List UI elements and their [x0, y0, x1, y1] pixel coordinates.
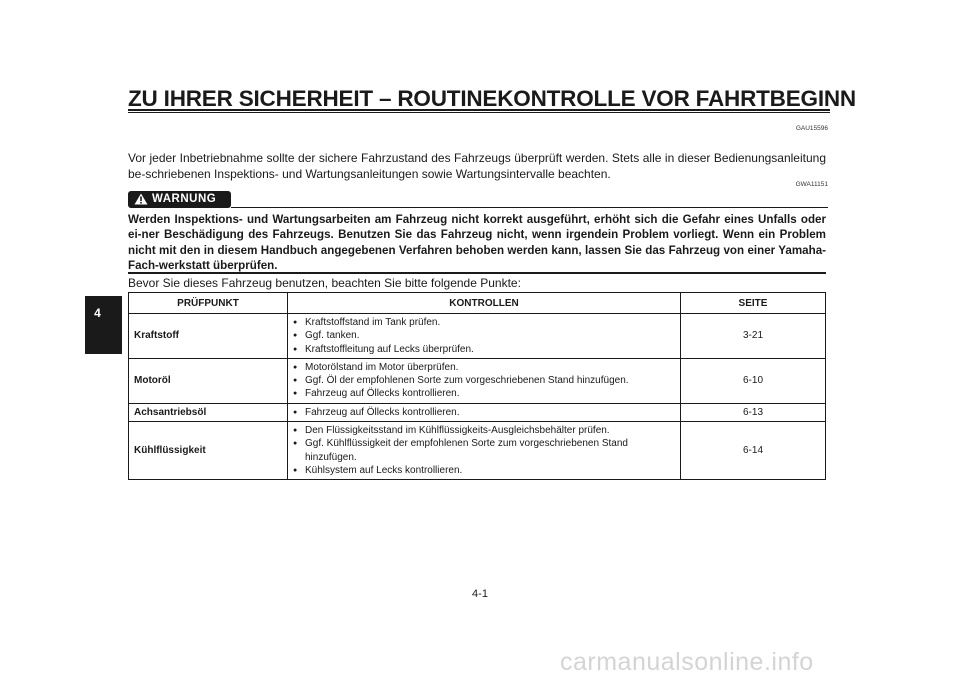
row-item: Kühlflüssigkeit	[129, 422, 288, 480]
row-item: Kraftstoff	[129, 314, 288, 359]
checklist-table	[128, 292, 826, 480]
warning-bottom-rule	[128, 272, 826, 274]
table-row	[129, 358, 826, 403]
check-item: ● Ggf. Kühlflüssigkeit der empfohlenen Sorte zum vorgeschriebenen Stand hinzufügen.	[293, 437, 675, 464]
row-checks	[288, 314, 681, 359]
check-item: ● Fahrzeug auf Öllecks kontrollieren.	[293, 406, 675, 419]
check-item: ● Ggf. tanken.	[293, 329, 675, 342]
chapter-tab	[85, 296, 122, 354]
table-row	[129, 422, 826, 480]
table-header-row	[129, 293, 826, 314]
warning-rule	[231, 207, 828, 208]
row-checks	[288, 422, 681, 480]
row-item: Motoröl	[129, 358, 288, 403]
header-item: PRÜFPUNKT	[129, 293, 288, 314]
page-title: ZU IHRER SICHERHEIT – ROUTINEKONTROLLE VOR FAHRTBEGINN	[128, 86, 856, 111]
check-item: ● Den Flüssigkeitsstand im Kühlflüssigkeits-Ausgleichsbehälter prüfen.	[293, 424, 675, 437]
row-checks	[288, 358, 681, 403]
header-checks: KONTROLLEN	[288, 293, 681, 314]
header-page: SEITE	[681, 293, 826, 314]
row-page: 6-10	[681, 358, 826, 403]
table-row	[129, 314, 826, 359]
row-page: 6-13	[681, 403, 826, 421]
warning-triangle-icon	[134, 193, 148, 205]
table-lead-text: Bevor Sie dieses Fahrzeug benutzen, beachten Sie bitte folgende Punkte:	[128, 276, 521, 290]
title-rule-thin	[128, 112, 830, 113]
warning-code: GWA11151	[795, 181, 828, 188]
intro-paragraph: Vor jeder Inbetriebnahme sollte der sichere Fahrzustand des Fahrzeugs überprüft werden. Stets alle in dieser Bedienungsanleitung be-schriebenen Inspektions- und Wartungsanleitungen sowie Wartungsintervalle beachten.	[128, 151, 826, 181]
check-item: ● Ggf. Öl der empfohlenen Sorte zum vorgeschriebenen Stand hinzufügen.	[293, 374, 675, 387]
row-item: Achsantriebsöl	[129, 403, 288, 421]
row-checks	[288, 403, 681, 421]
watermark: carmanualsonline.info	[560, 648, 814, 676]
check-item: ● Kühlsystem auf Lecks kontrollieren.	[293, 464, 675, 477]
row-page: 3-21	[681, 314, 826, 359]
row-page: 6-14	[681, 422, 826, 480]
title-rule	[128, 109, 830, 111]
section-code: GAU15596	[795, 125, 828, 132]
check-item: ● Fahrzeug auf Öllecks kontrollieren.	[293, 387, 675, 400]
page-number: 4-1	[472, 588, 488, 600]
warning-text: Werden Inspektions- und Wartungsarbeiten am Fahrzeug nicht korrekt ausgeführt, erhöht sich die Gefahr eines Unfalls oder ei-ner Beschädigung des Fahrzeugs. Benutzen Sie das Fahrzeug nicht, wenn irgendein Problem vorliegt. Wenn ein Problem nicht mit den in diesem Handbuch angegebenen Verfahren behoben werden kann, lassen Sie das Fahrzeug von einer Yamaha-Fach-werkstatt überprüfen.	[128, 213, 826, 273]
table-row	[129, 403, 826, 421]
warning-label: WARNUNG	[152, 193, 217, 205]
check-item: ● Kraftstoffstand im Tank prüfen.	[293, 316, 675, 329]
check-item: ● Kraftstoffleitung auf Lecks überprüfen.	[293, 343, 675, 356]
chapter-number: 4	[94, 306, 101, 320]
check-item: ● Motorölstand im Motor überprüfen.	[293, 361, 675, 374]
